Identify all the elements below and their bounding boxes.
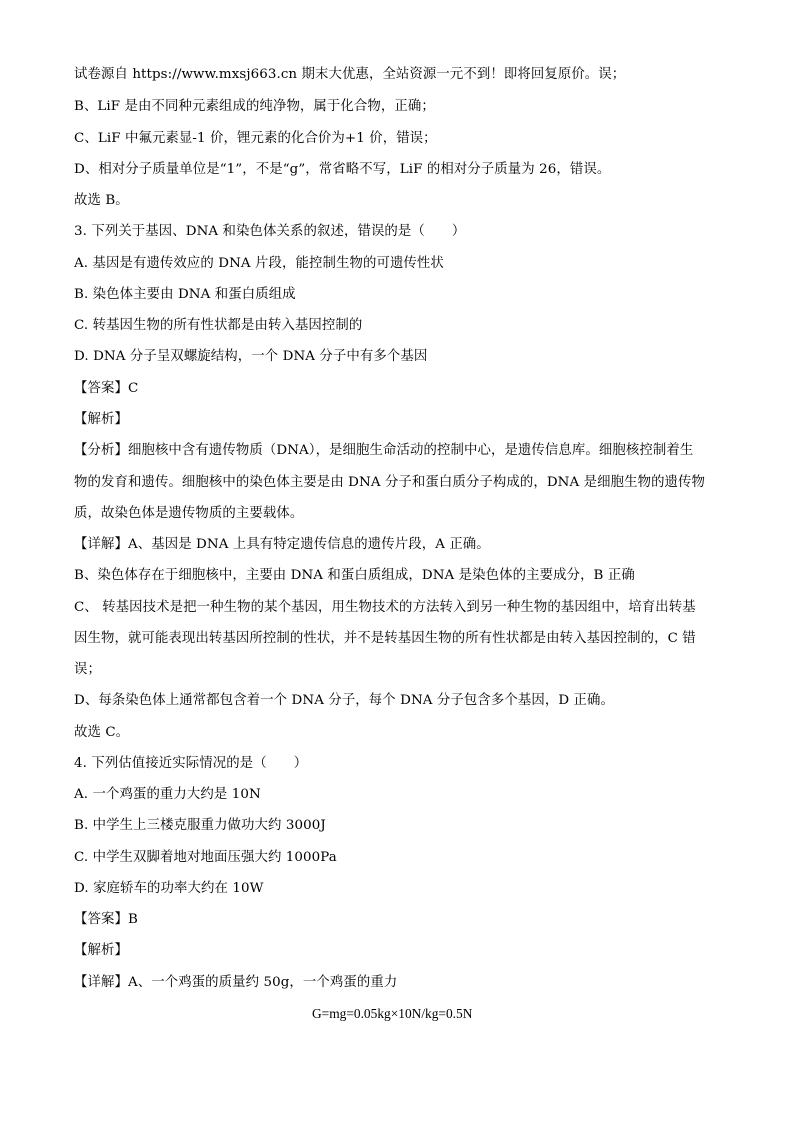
question-3-option-b: B. 染色体主要由 DNA 和蛋白质组成 bbox=[74, 287, 296, 302]
detail-line: D、每条染色体上通常都包含着一个 DNA 分子，每个 DNA 分子包含多个基因，D 正确。 bbox=[74, 693, 614, 708]
answer-choice-line: 故选 C。 bbox=[74, 725, 130, 740]
analysis-label: 【解析】 bbox=[74, 412, 128, 427]
text-line: D、相对分子质量单位是“1”，不是“g”，常省略不写，LiF 的相对分子质量为 26，错误。 bbox=[74, 162, 611, 177]
question-4-option-a: A. 一个鸡蛋的重力大约是 10N bbox=[74, 787, 261, 802]
answer-choice-line: 故选 B。 bbox=[74, 193, 129, 208]
question-4-option-c: C. 中学生双脚着地对地面压强大约 1000Pa bbox=[74, 850, 337, 865]
detail-line: B、染色体存在于细胞核中，主要由 DNA 和蛋白质组成，DNA 是染色体的主要成分，B 正确 bbox=[74, 568, 635, 583]
question-4-option-d: D. 家庭轿车的功率大约在 10W bbox=[74, 881, 264, 896]
detail-line: 误； bbox=[74, 662, 101, 677]
header-source-line: 试卷源自 https://www.mxsj663.cn 期末大优惠，全站资源一元不到！即将回复原价。误； bbox=[74, 67, 626, 82]
answer-label: 【答案】C bbox=[74, 381, 139, 396]
analysis-paragraph: 物的发育和遗传。细胞核中的染色体主要是由 DNA 分子和蛋白质分子构成的，DNA 是细胞生物的遗传物 bbox=[74, 475, 706, 490]
question-4-stem: 4. 下列估值接近实际情况的是（ ） bbox=[74, 756, 308, 771]
question-3-option-c: C. 转基因生物的所有性状都是由转入基因控制的 bbox=[74, 318, 363, 333]
analysis-paragraph: 【分析】细胞核中含有遗传物质（DNA），是细胞生命活动的控制中心，是遗传信息库。细胞核控制着生 bbox=[74, 443, 694, 458]
question-4-option-b: B. 中学生上三楼克服重力做功大约 3000J bbox=[74, 818, 326, 833]
detail-line: 【详解】A、基因是 DNA 上具有特定遗传信息的遗传片段，A 正确。 bbox=[74, 537, 490, 552]
answer-label: 【答案】B bbox=[74, 912, 138, 927]
analysis-label: 【解析】 bbox=[74, 943, 128, 958]
question-3-option-a: A. 基因是有遗传效应的 DNA 片段，能控制生物的可遗传性状 bbox=[74, 256, 444, 271]
question-3-stem: 3. 下列关于基因、DNA 和染色体关系的叙述，错误的是（ ） bbox=[74, 224, 466, 239]
analysis-paragraph: 质，故染色体是遗传物质的主要载体。 bbox=[74, 506, 304, 521]
detail-line: C、 转基因技术是把一种生物的某个基因，用生物技术的方法转入到另一种生物的基因组中，培育出转基 bbox=[74, 600, 696, 615]
detail-line: 【详解】A、一个鸡蛋的质量约 50g，一个鸡蛋的重力 bbox=[74, 975, 398, 990]
gravity-formula: G=mg=0.05kg×10N/kg=0.5N bbox=[312, 1006, 473, 1021]
question-3-option-d: D. DNA 分子呈双螺旋结构，一个 DNA 分子中有多个基因 bbox=[74, 349, 428, 364]
text-line: C、LiF 中氟元素显-1 价，锂元素的化合价为+1 价，错误； bbox=[74, 131, 437, 146]
detail-line: 因生物，就可能表现出转基因所控制的性状，并不是转基因生物的所有性状都是由转入基因控制的，C 错 bbox=[74, 631, 696, 646]
text-line: B、LiF 是由不同种元素组成的纯净物，属于化合物，正确； bbox=[74, 99, 435, 114]
